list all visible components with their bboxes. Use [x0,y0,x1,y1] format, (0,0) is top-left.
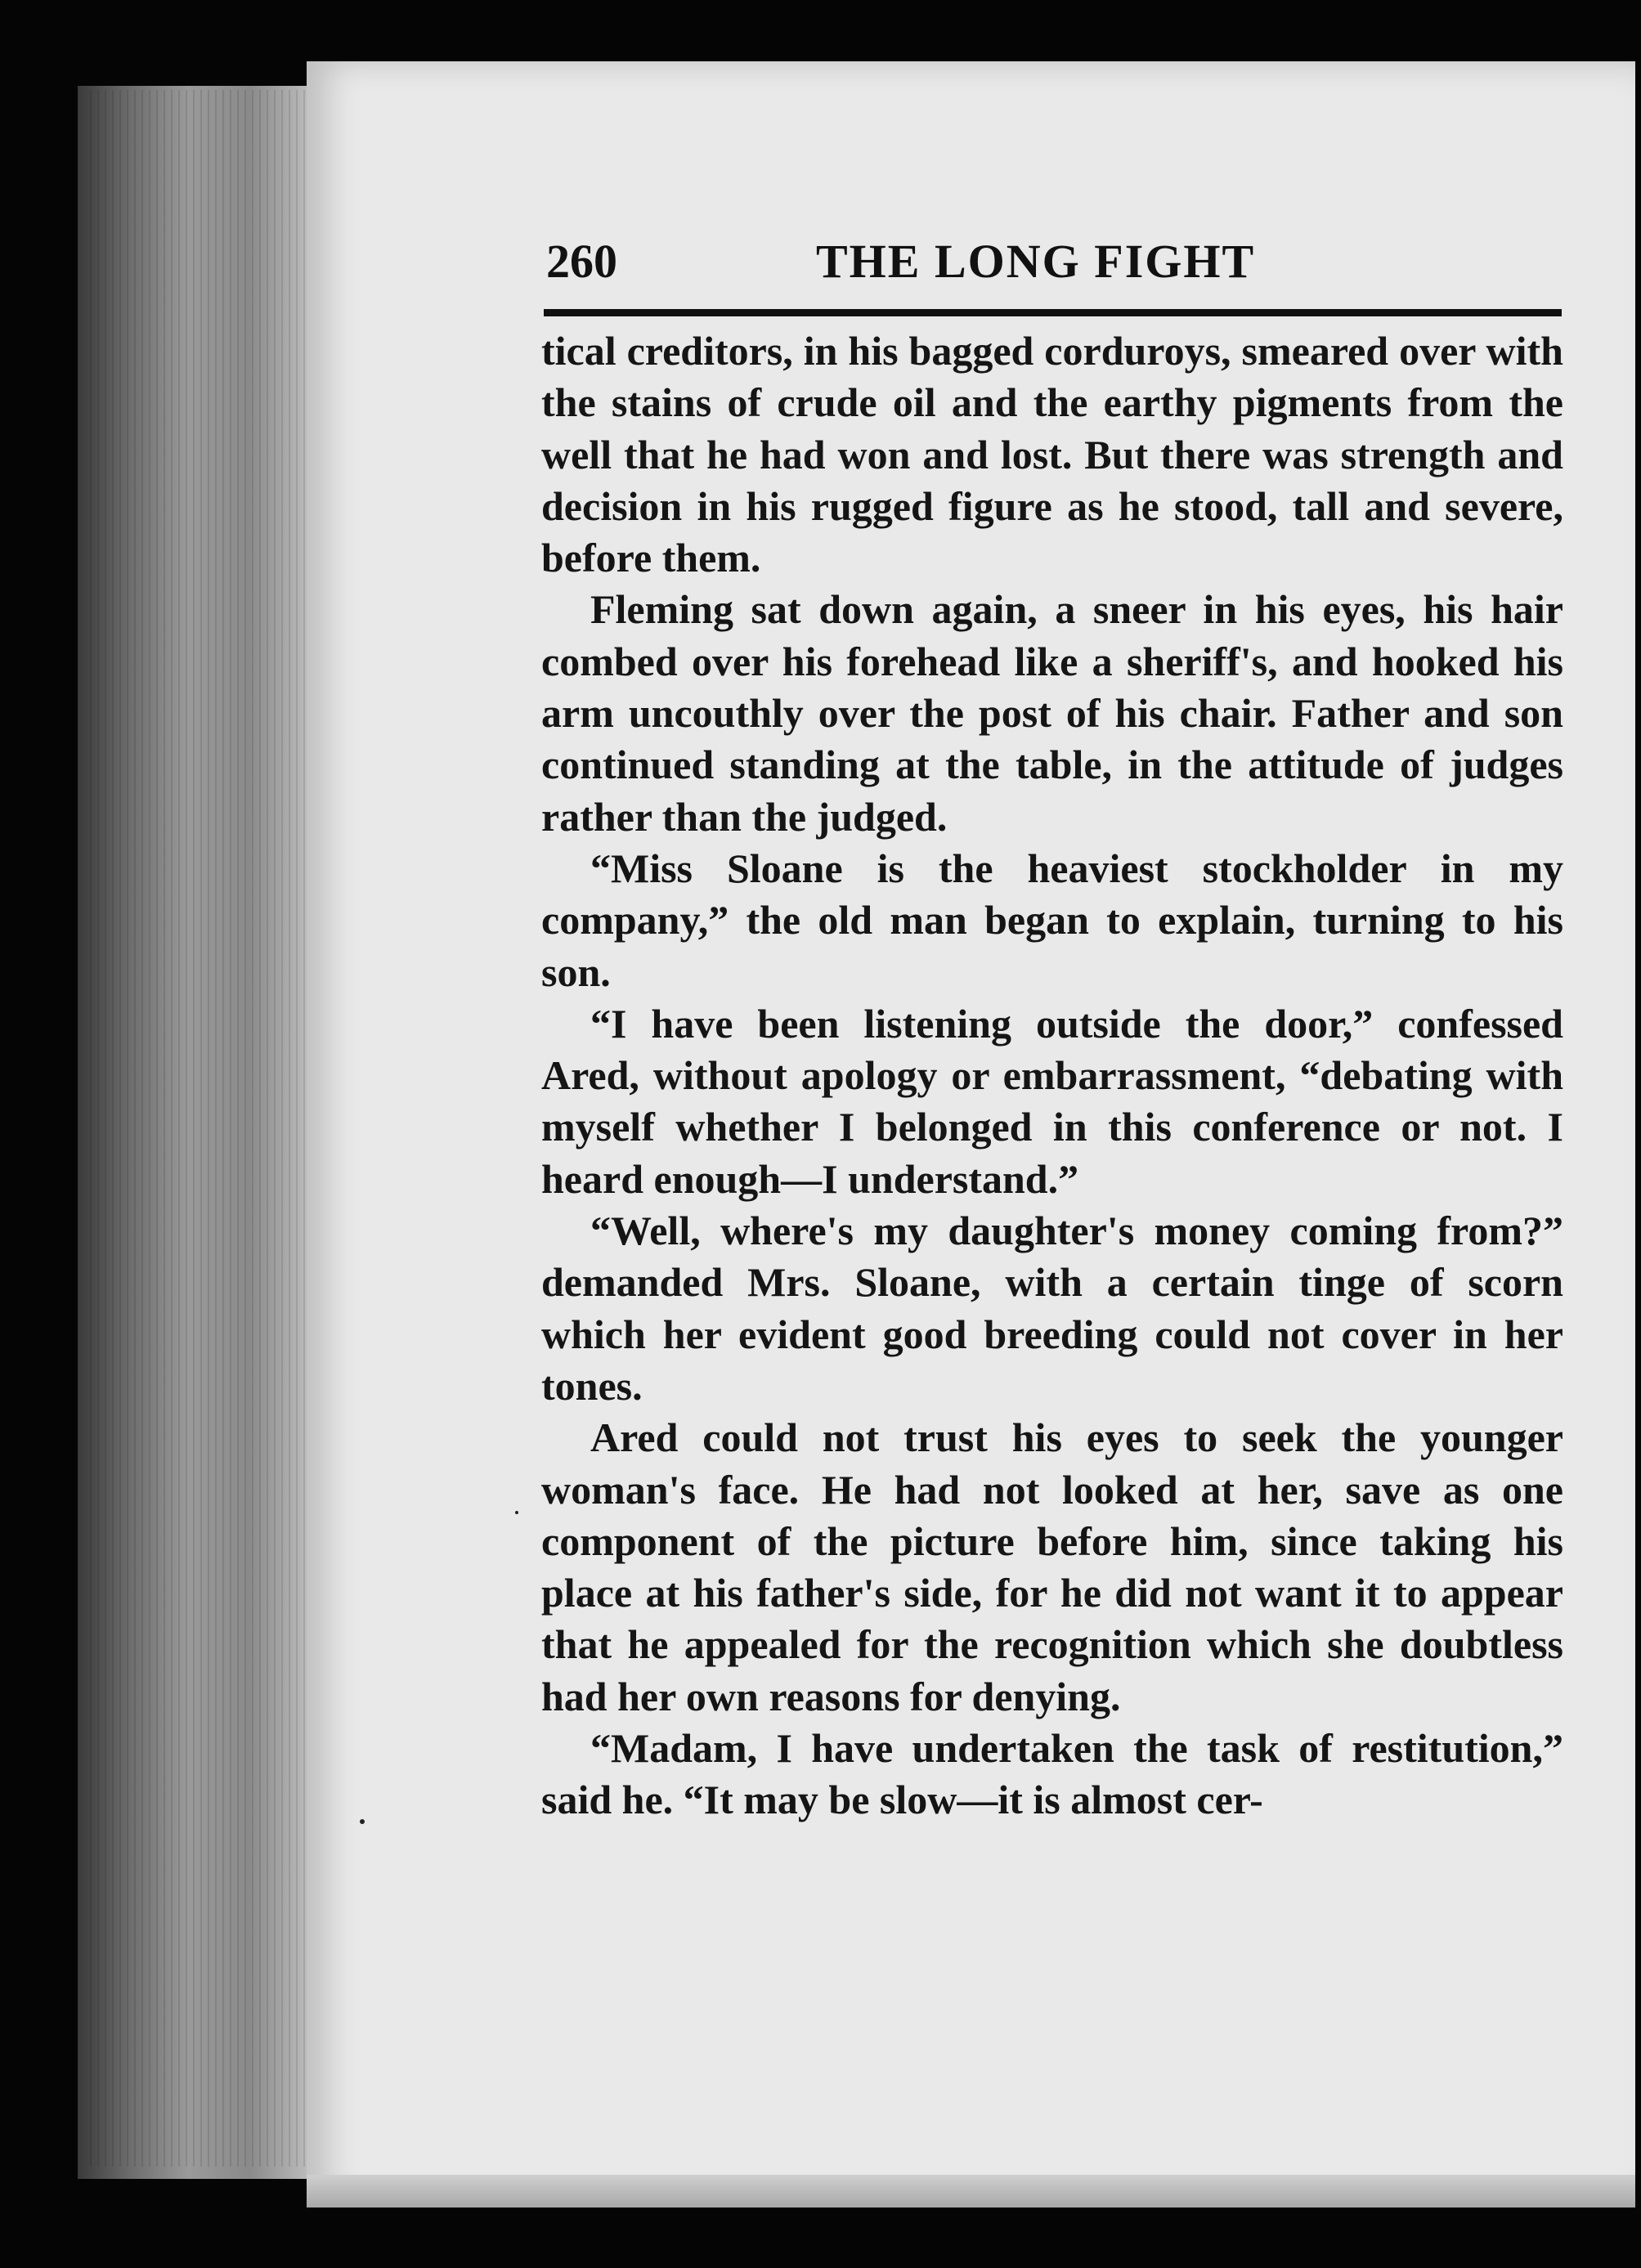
paragraph-4: “I have been listening outside the door,” confessed Ared, without apology or embarrassment, “debating with myself whether I belonged in this conference or not. I heard enough—I understand.” [541,1000,1563,1202]
book-bottom-edge [307,2175,1635,2207]
book-page-edge-lines [90,90,311,2167]
page-number: 260 [546,235,617,288]
dust-speck [515,1511,518,1514]
paragraph-2: Fleming sat down again, a sneer in his eyes, his hair combed over his forehead like a sheriff's, and hooked his arm uncouthly over the post of his chair. Father and son continued standing at the table, in the attitude of judges rather than the judged. [541,586,1563,840]
paragraph-5: “Well, where's my daughter's money coming from?” demanded Mrs. Sloane, with a certain tinge of scorn which her evident good breeding could not cover in her tones. [541,1208,1563,1409]
running-title: THE LONG FIGHT [816,235,1256,288]
header-rule [544,309,1562,316]
dust-speck [360,1819,365,1824]
body-text [541,325,1563,1827]
paragraph-7: “Madam, I have undertaken the task of restitution,” said he. “It may be slow—it is almost cer- [541,1725,1563,1823]
paragraph-1: tical creditors, in his bagged corduroys, smeared over with the stains of crude oil and the earthy pigments from the well that he had won and lost. But there was strength and decision in his rugged figure as he stood, tall and severe, before them. [541,328,1563,581]
paragraph-3: “Miss Sloane is the heaviest stockholder in my company,” the old man began to explain, turning to his son. [541,845,1563,995]
paragraph-6: Ared could not trust his eyes to seek the younger woman's face. He had not looked at her, save as one component of the picture before him, since taking his place at his father's side, for he did not want it to appear that he appealed for the recognition which she doubtless had her own reasons for denying. [541,1414,1563,1719]
page-header [546,229,1560,303]
